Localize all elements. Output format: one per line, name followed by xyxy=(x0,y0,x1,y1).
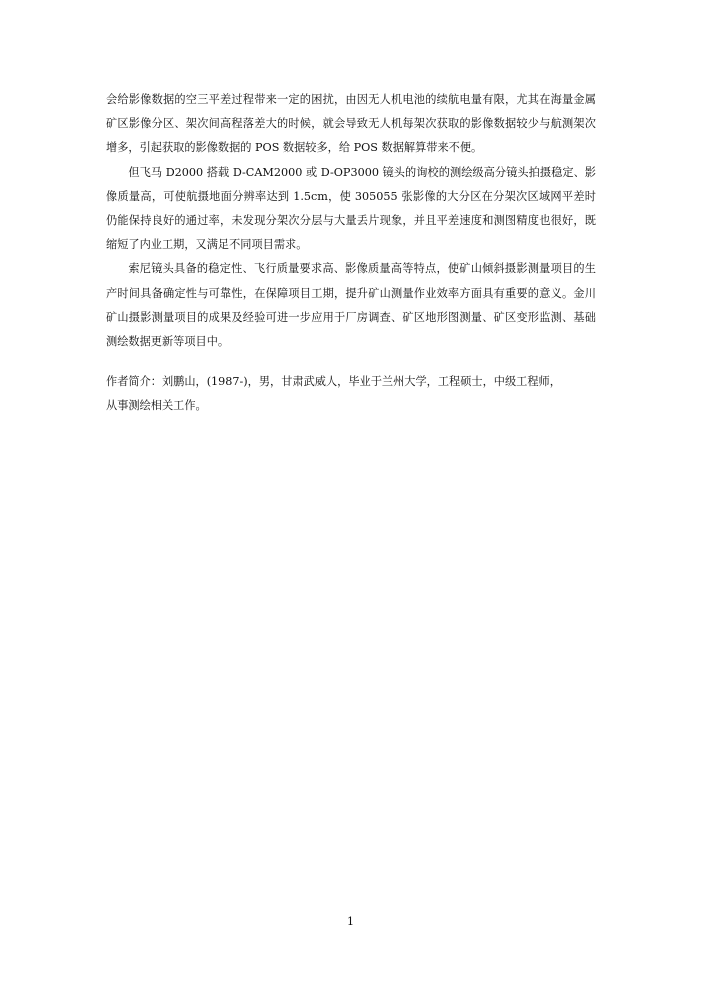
body-text xyxy=(106,88,596,354)
author-bio-line-1: 作者简介：刘鹏山，(1987-)，男，甘肃武威人，毕业于兰州大学，工程硕士，中级工程师， xyxy=(106,375,561,388)
page-number: 1 xyxy=(347,915,354,928)
author-bio-line-2: 从事测绘相关工作。 xyxy=(106,399,207,413)
paragraph-sony-lens: 索尼镜头具备的稳定性、飞行质量要求高、影像质量高等特点，使矿山倾斜摄影测量项目的生产时间具备确定性与可靠性，在保障项目工期，提升矿山测量作业效率方面具有重要的意义。金川矿山摄影测量项目的成果及经验可进一步应用于厂房调查、矿区地形图测量、矿区变形监测、基础测绘数据更新等项目中。 xyxy=(106,262,596,349)
author-bio xyxy=(106,370,606,418)
paragraph-d2000: 但飞马 D2000 搭载 D-CAM2000 或 D-OP3000 镜头的询校的测绘级高分镜头拍摄稳定、影像质量高，可使航摄地面分辨率达到 1.5cm，使 305055 张影像的大分区在分架次区域网平差时仍能保持良好的通过率，未发现分架次分层与大量丢片现象，并且平差速度和测图精度也很好，既缩短了内业工期，又满足不同项目需求。 xyxy=(106,165,596,252)
paragraph-continuation: 会给影像数据的空三平差过程带来一定的困扰，由因无人机电池的续航电量有限，尤其在海量金属矿区影像分区、架次间高程落差大的时候，就会导致无人机每架次获取的影像数据较少与航测架次增多，引起获取的影像数据的 POS 数据较多，给 POS 数据解算带来不便。 xyxy=(106,93,596,155)
